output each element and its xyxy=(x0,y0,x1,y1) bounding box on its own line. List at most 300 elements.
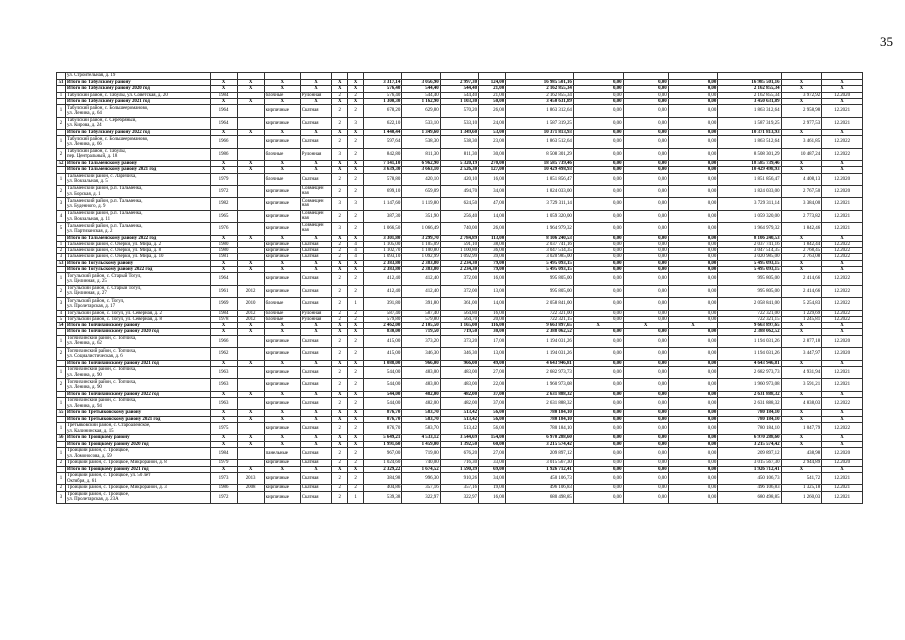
empty-cell xyxy=(479,73,506,80)
address-cell: Топчихинский район, с. Топчиха, ул. Социалистическая, д. 6 xyxy=(66,348,210,360)
cell: 513,42 xyxy=(440,416,478,422)
row-number: 3 xyxy=(57,254,66,260)
cell: X xyxy=(348,416,364,422)
cell: 4 643 946,81 xyxy=(506,360,574,366)
address-cell: Тальменский район, с. Озерки, ул. Мира, д. 8 xyxy=(66,248,210,254)
cell: 1963 xyxy=(210,366,237,378)
cell: 1 194 031,26 xyxy=(506,335,574,347)
cell: 4 xyxy=(348,241,364,247)
row-number: 2 xyxy=(57,285,66,297)
cell: X xyxy=(300,329,332,335)
cell: 12.2022 xyxy=(822,248,863,254)
cell: 3 xyxy=(332,198,348,210)
cell: 0,00 xyxy=(573,92,623,98)
cell: Скатная xyxy=(300,447,332,459)
cell: 0,00 xyxy=(573,248,623,254)
cell: 1 088,00 xyxy=(363,360,401,366)
cell: X xyxy=(348,410,364,416)
cell: 3 450 631,89 xyxy=(506,98,574,104)
cell: 2 958,98 xyxy=(781,105,822,117)
cell: 0,00 xyxy=(668,316,718,322)
cell: 4 931,94 xyxy=(781,366,822,378)
cell: 22,00 xyxy=(479,379,506,391)
cell: 1 147,60 xyxy=(363,198,401,210)
cell: 0,00 xyxy=(668,86,718,92)
cell: 1980 xyxy=(210,241,237,247)
cell: кирпичные xyxy=(264,248,300,254)
cell: 2 977,53 xyxy=(781,117,822,129)
cell: X xyxy=(264,86,300,92)
cell: X xyxy=(822,441,863,447)
cell: 0,00 xyxy=(573,329,623,335)
address-cell: Тогульский район, с. Тогул, ул. Пролетарская, д. 17 xyxy=(66,298,210,310)
cell: 26,00 xyxy=(479,105,506,117)
housing-register-table-wrapper xyxy=(56,72,863,504)
address-cell: Топчихинский район, с. Топчиха, ул. Ленина, д. 90 xyxy=(66,379,210,391)
cell xyxy=(237,348,264,360)
cell: 2 997,30 xyxy=(440,80,478,86)
cell: X xyxy=(300,360,332,366)
cell: 876,70 xyxy=(363,410,401,416)
cell: 56,00 xyxy=(479,410,506,416)
address-cell: Тальменский район, р.п. Тальменка, ул. Партизанская, д. 2 xyxy=(66,223,210,235)
cell: 780 184,10 xyxy=(506,422,574,434)
cell: 12.2022 xyxy=(822,273,863,285)
address-cell: Топчихинский район, с. Топчиха, ул. Ленина, д. 62 xyxy=(66,335,210,347)
cell: кирпичные xyxy=(264,210,300,222)
row-number: 2 xyxy=(57,379,66,391)
cell: 127,00 xyxy=(479,167,506,173)
cell: 0,00 xyxy=(573,310,623,316)
cell: 16 985 501,16 xyxy=(506,80,574,86)
cell: 0,00 xyxy=(668,223,718,235)
cell: 2 xyxy=(348,92,364,98)
cell: 12.2022 xyxy=(822,310,863,316)
cell: 482,00 xyxy=(440,397,478,409)
cell: 12.2022 xyxy=(822,298,863,310)
cell: 12.2021 xyxy=(822,105,863,117)
cell: 716,30 xyxy=(440,460,478,466)
cell: 2 xyxy=(332,485,348,491)
cell: 0,00 xyxy=(573,472,623,484)
cell: 2 682 973,73 xyxy=(718,366,781,378)
cell: 450 106,73 xyxy=(718,472,781,484)
cell: 0,00 xyxy=(573,136,623,148)
cell: 1 093,10 xyxy=(363,254,401,260)
cell: 0,00 xyxy=(573,260,623,266)
row-number: 1 xyxy=(57,472,66,484)
cell: 0,00 xyxy=(668,148,718,160)
cell: 1 229,69 xyxy=(781,310,822,316)
cell: 583,70 xyxy=(402,410,440,416)
cell: 0,00 xyxy=(668,485,718,491)
cell: X xyxy=(237,235,264,241)
cell: 482,00 xyxy=(402,391,440,397)
cell: 30,00 xyxy=(479,329,506,335)
cell: 876,70 xyxy=(363,422,401,434)
cell: X xyxy=(264,435,300,441)
row-number: 5 xyxy=(57,316,66,322)
cell: X xyxy=(210,416,237,422)
empty-cell xyxy=(332,73,348,80)
cell: 719,00 xyxy=(402,447,440,459)
cell: 5 649,21 xyxy=(363,435,401,441)
table-row xyxy=(57,136,863,148)
cell: 1 100,80 xyxy=(440,248,478,254)
cell: 0,00 xyxy=(623,335,668,347)
cell: X xyxy=(348,260,364,266)
cell: 995 805,00 xyxy=(718,285,781,297)
cell: Скатная xyxy=(300,117,332,129)
cell: 24,00 xyxy=(479,117,506,129)
cell: X xyxy=(822,235,863,241)
cell: X xyxy=(332,323,348,329)
cell: 544,00 xyxy=(363,397,401,409)
cell: 1982 xyxy=(210,198,237,210)
cell xyxy=(237,210,264,222)
cell: 1 926 712,41 xyxy=(506,466,574,472)
cell: X xyxy=(237,323,264,329)
cell: 10 429 498,93 xyxy=(718,167,781,173)
row-number: 1 xyxy=(57,136,66,148)
cell: 842,80 xyxy=(363,148,401,160)
cell: 3 xyxy=(348,198,364,210)
cell: 0,00 xyxy=(668,98,718,104)
cell: X xyxy=(264,323,300,329)
cell: 8 106 240,53 xyxy=(506,235,574,241)
cell: X xyxy=(822,86,863,92)
cell: 0,00 xyxy=(623,223,668,235)
cell: 1 300,30 xyxy=(363,98,401,104)
cell: 2 631 888,32 xyxy=(506,391,574,397)
cell: 1961 xyxy=(210,285,237,297)
cell: 494,70 xyxy=(440,186,478,198)
cell: кирпичные xyxy=(264,285,300,297)
cell: блочные xyxy=(264,316,300,322)
cell: 2 xyxy=(332,136,348,148)
cell: 2 388 062,52 xyxy=(718,329,781,335)
cell: 0,00 xyxy=(623,491,668,503)
cell: 0,00 xyxy=(668,435,718,441)
cell: 1 587 319,25 xyxy=(718,117,781,129)
table-row xyxy=(57,422,863,434)
cell: 538,30 xyxy=(440,136,478,148)
cell: 2 xyxy=(348,105,364,117)
cell: 12.2020 xyxy=(822,92,863,98)
cell: 12.2022 xyxy=(822,285,863,297)
cell: 3 591,21 xyxy=(781,379,822,391)
cell: кирпичные xyxy=(264,241,300,247)
cell: Совмещен ная xyxy=(300,198,332,210)
cell: 533,10 xyxy=(402,117,440,129)
cell: X xyxy=(332,391,348,397)
cell: 7 141,10 xyxy=(363,161,401,167)
cell: 2 162 855,34 xyxy=(718,92,781,98)
row-number: 1 xyxy=(57,92,66,98)
cell: 1 842,44 xyxy=(781,241,822,247)
cell: 533,10 xyxy=(440,117,478,129)
cell: 12.2021 xyxy=(822,117,863,129)
cell: 1972 xyxy=(210,491,237,503)
total-label: Итого по Тальменскому району 2022 год xyxy=(66,235,210,241)
cell: 0,00 xyxy=(573,316,623,322)
cell: 780 184,10 xyxy=(718,416,781,422)
cell: блочные xyxy=(264,148,300,160)
cell: 1 991,60 xyxy=(363,441,401,447)
cell: 0,00 xyxy=(668,441,718,447)
cell: X xyxy=(332,416,348,422)
cell: 0,00 xyxy=(573,485,623,491)
cell: X xyxy=(237,360,264,366)
cell: X xyxy=(237,98,264,104)
cell: X xyxy=(348,86,364,92)
cell: 2 xyxy=(348,173,364,185)
cell: X xyxy=(237,161,264,167)
cell: 0,00 xyxy=(668,348,718,360)
cell: 0,00 xyxy=(668,329,718,335)
cell: 1 260,03 xyxy=(781,491,822,503)
cell: 8 508 301,29 xyxy=(718,148,781,160)
cell: 209 897,12 xyxy=(718,447,781,459)
cell: X xyxy=(332,260,348,266)
cell: 2 xyxy=(332,186,348,198)
cell: 4 838,03 xyxy=(781,397,822,409)
table-row xyxy=(57,491,863,503)
cell: X xyxy=(822,329,863,335)
cell: 0,00 xyxy=(623,80,668,86)
cell: 3 020 985,00 xyxy=(718,254,781,260)
cell: X xyxy=(210,260,237,266)
cell: X xyxy=(822,267,863,273)
cell: 1966 xyxy=(210,136,237,148)
cell: 0,00 xyxy=(668,447,718,459)
empty-cell xyxy=(363,73,401,80)
cell: 587,40 xyxy=(402,310,440,316)
cell: X xyxy=(348,391,364,397)
row-number: 1 xyxy=(57,422,66,434)
cell: 2 105,50 xyxy=(402,323,440,329)
cell: 438,98 xyxy=(781,447,822,459)
cell: 3 317,14 xyxy=(363,80,401,86)
address-cell: Тальменский район, с. Озерки, ул. Мира, д. 2 xyxy=(66,241,210,247)
cell: 0,00 xyxy=(573,491,623,503)
cell: 0,00 xyxy=(668,298,718,310)
cell: 1 863 512,64 xyxy=(718,136,781,148)
cell: 13,00 xyxy=(479,348,506,360)
cell: 0,00 xyxy=(573,241,623,247)
cell: X xyxy=(332,86,348,92)
cell: 53,00 xyxy=(479,129,506,135)
cell xyxy=(237,447,264,459)
cell: кирпичные xyxy=(264,335,300,347)
cell: 0,00 xyxy=(623,210,668,222)
cell: 391,80 xyxy=(402,298,440,310)
cell: 27,00 xyxy=(479,366,506,378)
cell: 1963 xyxy=(210,397,237,409)
cell: X xyxy=(300,435,332,441)
cell: 1 059 320,00 xyxy=(506,210,574,222)
cell: 0,00 xyxy=(623,447,668,459)
cell: 0,00 xyxy=(573,86,623,92)
cell: 3 450 631,89 xyxy=(718,98,781,104)
cell: 1 964 979,32 xyxy=(718,223,781,235)
cell: 3 215 574,42 xyxy=(718,441,781,447)
cell: 387,30 xyxy=(363,210,401,222)
cell: 0,00 xyxy=(573,441,623,447)
cell: 56,00 xyxy=(479,416,506,422)
table-row xyxy=(57,397,863,409)
cell: 1 587 319,25 xyxy=(506,117,574,129)
cell: 10 371 813,93 xyxy=(506,129,574,135)
cell: X xyxy=(781,391,822,397)
cell: кирпичные xyxy=(264,223,300,235)
cell: 2012 xyxy=(237,310,264,316)
cell: 20,00 xyxy=(479,316,506,322)
cell: 12.2021 xyxy=(822,472,863,484)
cell: 1976 xyxy=(210,223,237,235)
cell: X xyxy=(332,360,348,366)
cell: X xyxy=(332,167,348,173)
cell: блочные xyxy=(264,92,300,98)
address-cell: Табулский район, с. Серебряный, ул. Кирова, д. 24 xyxy=(66,117,210,129)
cell: 629,80 xyxy=(402,105,440,117)
total-label: Итого по Троицкому району 2021 год xyxy=(66,466,210,472)
cell: X xyxy=(264,167,300,173)
cell: 587,40 xyxy=(363,310,401,316)
total-label: Итого по Третьяковскому району xyxy=(66,410,210,416)
cell: Скатная xyxy=(300,248,332,254)
cell: X xyxy=(332,161,348,167)
cell: 541,72 xyxy=(781,472,822,484)
cell: 12.2021 xyxy=(822,210,863,222)
cell: 256,40 xyxy=(440,210,478,222)
address-cell: Тальменский район, р.п. Тальменка, ул. Борская, д. 1 xyxy=(66,186,210,198)
address-cell: Троицкий район, с. Троицкое, ул. 50 лет Октября, д. 61 xyxy=(66,472,210,484)
cell: 14,00 xyxy=(479,210,506,222)
cell: 0,00 xyxy=(573,335,623,347)
cell: 0,00 xyxy=(623,117,668,129)
cell: 780 184,10 xyxy=(718,410,781,416)
cell: 0,00 xyxy=(623,316,668,322)
total-label: Итого по Тальменскому району xyxy=(66,161,210,167)
cell: 0,00 xyxy=(573,273,623,285)
cell: 579,80 xyxy=(363,316,401,322)
cell: X xyxy=(781,235,822,241)
total-label: Итого по Третьяковскому району 2021 год xyxy=(66,416,210,422)
cell: 1963 xyxy=(210,379,237,391)
cell: 496 106,83 xyxy=(718,485,781,491)
cell: 0,00 xyxy=(668,335,718,347)
cell: 2013 xyxy=(237,472,264,484)
cell: 39,00 xyxy=(479,254,506,260)
cell: 0,00 xyxy=(668,186,718,198)
cell: 0,00 xyxy=(668,379,718,391)
cell: 0,00 xyxy=(623,235,668,241)
cell: Скатная xyxy=(300,422,332,434)
cell xyxy=(237,397,264,409)
cell: 2 768,45 xyxy=(781,248,822,254)
cell: 21,00 xyxy=(479,92,506,98)
cell: 79,00 xyxy=(479,260,506,266)
cell: кирпичные xyxy=(264,254,300,260)
row-number xyxy=(57,73,66,80)
cell: 0,00 xyxy=(623,260,668,266)
cell: 2 xyxy=(348,186,364,198)
cell: 2 xyxy=(332,422,348,434)
cell: 2 383,80 xyxy=(363,267,401,273)
cell: 1979 xyxy=(210,460,237,466)
cell: 2 767,50 xyxy=(781,186,822,198)
table-row xyxy=(57,273,863,285)
cell: 1 xyxy=(348,491,364,503)
row-number: 5 xyxy=(57,223,66,235)
cell: 0,00 xyxy=(573,235,623,241)
cell: 0,00 xyxy=(573,198,623,210)
cell: 391,80 xyxy=(363,298,401,310)
cell: 2 234,30 xyxy=(440,267,478,273)
cell: 0,00 xyxy=(668,410,718,416)
cell xyxy=(237,136,264,148)
cell: 780 184,10 xyxy=(506,410,574,416)
cell: X xyxy=(348,129,364,135)
cell: 2010 xyxy=(237,298,264,310)
cell: 1964 xyxy=(210,117,237,129)
cell: 12.2022 xyxy=(822,241,863,247)
cell: X xyxy=(237,86,264,92)
cell: 16,00 xyxy=(479,273,506,285)
cell: 0,00 xyxy=(623,105,668,117)
cell: 0,00 xyxy=(668,260,718,266)
cell: 0,00 xyxy=(623,310,668,316)
cell xyxy=(237,173,264,185)
cell: 1 162,90 xyxy=(402,98,440,104)
cell: 12.2022 xyxy=(822,136,863,148)
cell: 2 xyxy=(348,485,364,491)
cell: 0,00 xyxy=(573,379,623,391)
table-row xyxy=(57,379,863,391)
cell: 34,00 xyxy=(479,472,506,484)
row-number: 51 xyxy=(57,80,66,86)
cell: X xyxy=(300,323,332,329)
address-cell: Табулский район, с. Большеероманово, ул. Ленина, д. 64 xyxy=(66,105,210,117)
cell: 0,00 xyxy=(668,416,718,422)
address-cell: Топчихинский район, с. Топчиха, ул. Ленина, д. 90 xyxy=(66,366,210,378)
row-number: 3 xyxy=(57,198,66,210)
row-number: 56 xyxy=(57,435,66,441)
cell: 0,00 xyxy=(623,285,668,297)
cell: X xyxy=(573,323,623,329)
cell: X xyxy=(781,167,822,173)
cell: 18 585 739,46 xyxy=(718,161,781,167)
row-number: 1 xyxy=(57,173,66,185)
cell: 1 392,50 xyxy=(440,441,478,447)
cell: 79,00 xyxy=(479,267,506,273)
cell: X xyxy=(300,86,332,92)
cell: 12.2022 xyxy=(822,148,863,160)
cell: 3 729 311,14 xyxy=(506,198,574,210)
cell: 0,00 xyxy=(573,98,623,104)
cell: 2012 xyxy=(237,316,264,322)
cell: 1964 xyxy=(210,105,237,117)
cell: 1 459,00 xyxy=(402,441,440,447)
cell: 0,00 xyxy=(668,198,718,210)
cell: 5 495 093,15 xyxy=(718,260,781,266)
cell: 0,00 xyxy=(573,416,623,422)
address-cell: Троицкий район, с. Троицкое, Микрорайон, д. 8 xyxy=(66,460,210,466)
cell: X xyxy=(781,86,822,92)
cell: 2 631 888,32 xyxy=(506,397,574,409)
cell: 0,00 xyxy=(668,273,718,285)
